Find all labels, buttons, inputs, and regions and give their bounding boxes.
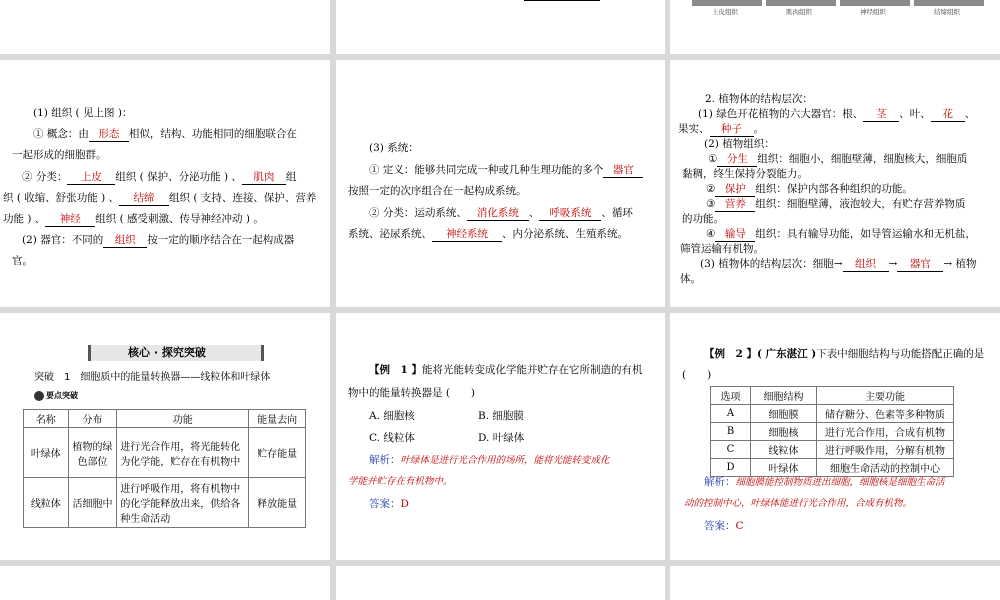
- cell: 释放能量: [249, 478, 306, 528]
- cell: 储存糖分、色素等多种物质: [817, 405, 954, 423]
- explanation-label: 解析：: [369, 454, 401, 466]
- blank-form: 形态: [89, 127, 129, 142]
- table-row: [711, 441, 954, 459]
- plant-hierarchy-line: [700, 257, 976, 272]
- text: 组织：细胞壁薄，液泡较大，有贮存营养物质: [755, 198, 966, 210]
- cell: 进行呼吸作用，分解有机物: [817, 441, 954, 459]
- blank-digestive: 消化系统: [467, 206, 529, 221]
- cell: A: [711, 405, 751, 423]
- text: (3) 植物体的结构层次：细胞→: [700, 258, 843, 270]
- structure-function-table: [710, 386, 954, 477]
- text: 细胞膜能控制物质进出细胞，细胞核是细胞生命活: [735, 477, 945, 488]
- system-heading: (3) 系统：: [369, 142, 419, 154]
- cell: 叶绿体: [24, 428, 69, 478]
- explanation-label: 解析：: [704, 476, 736, 488]
- header-cell: 名称: [24, 410, 69, 428]
- text: 组织：细胞小，细胞壁薄，细胞核大，细胞质: [757, 153, 968, 165]
- text: →: [888, 258, 898, 270]
- slide-top-right: [670, 0, 1000, 54]
- text: ④: [706, 228, 716, 240]
- meristem-line: [708, 152, 967, 167]
- blank-hier-organ: 器官: [897, 257, 943, 272]
- meristem-cont: 黏稠，终生保持分裂能力。: [682, 168, 808, 180]
- tissue-class-line: [22, 170, 296, 185]
- blank-connective: 结缔: [119, 191, 169, 206]
- explanation-1: [369, 453, 610, 468]
- option-d: D. 叶绿体: [478, 432, 525, 444]
- blank-tissue: 组织: [103, 233, 147, 248]
- system-definition: [369, 163, 643, 178]
- cell: 线粒体: [24, 478, 69, 528]
- cell: 叶绿体: [751, 459, 817, 477]
- slide-example-2: [670, 313, 1000, 560]
- organ-line: [22, 233, 294, 248]
- text: 组织 ( 支持、连接、保护、营养: [169, 192, 317, 204]
- option-b: B. 细胞膜: [478, 410, 524, 422]
- header-cell: 分布: [68, 410, 117, 428]
- slide-bottom-left: [0, 566, 330, 600]
- explanation-2: [704, 475, 945, 490]
- key-points-tag: 要点突破: [46, 391, 78, 400]
- system-definition-cont: 按照一定的次序组合在一起构成系统。: [348, 185, 527, 197]
- text: 组织：具有输导功能，如导管运输水和无机盐，: [755, 228, 976, 240]
- cell: 线粒体: [751, 441, 817, 459]
- text: 、循环: [601, 207, 633, 219]
- blank-nerve: 神经: [45, 212, 95, 227]
- conducting-cont: 筛管运输有机物。: [680, 243, 764, 255]
- tissue-image-muscle: [766, 0, 836, 6]
- tissue-heading: (1) 组织 ( 见上图 )：: [33, 107, 133, 119]
- text: ②: [706, 183, 716, 195]
- cell: D: [711, 459, 751, 477]
- text: 组织 ( 保护、分泌功能 ) 、: [115, 171, 242, 183]
- text: 相似，结构、功能相同的细胞联合在: [128, 128, 297, 140]
- header-cell: 选项: [711, 387, 751, 405]
- text: 、叶、: [899, 108, 931, 120]
- text: ①: [708, 153, 718, 165]
- breakthrough-subtitle: 突破 1 细胞质中的能量转换器——线粒体和叶绿体: [34, 372, 271, 383]
- text: ③: [706, 198, 716, 210]
- cell: 进行光合作用，将光能转化为化学能，贮存在有机物中: [117, 428, 249, 478]
- question-source: ( 广东湛江 ): [756, 348, 817, 360]
- blank-meristem: 分生: [717, 152, 757, 167]
- example-label: 【例 1 】: [369, 364, 422, 376]
- protective-line: [706, 182, 913, 197]
- nutritive-cont: 的功能。: [682, 213, 724, 225]
- table-header: [711, 387, 954, 405]
- example-2-question-cont: ( ): [682, 369, 712, 381]
- answer-1: [369, 497, 409, 511]
- cell: 细胞核: [751, 423, 817, 441]
- answer-value: D: [400, 498, 409, 510]
- plant-tissue-heading: (2) 植物组织：: [704, 138, 775, 150]
- table-row: [24, 478, 306, 528]
- system-class-line2: [348, 227, 628, 242]
- blank-muscle: 肌肉: [242, 170, 286, 185]
- slide-top-left: [0, 0, 330, 54]
- text: 织 ( 收缩、舒张功能 ) 、: [3, 192, 120, 204]
- tissue-image-nerve: [840, 0, 910, 6]
- text: 叶绿体是进行光合作用的场所，能将光能转变成化: [400, 455, 610, 466]
- blank-epithelial: 上皮: [67, 170, 115, 185]
- plant-hierarchy-cont: 体。: [680, 273, 701, 285]
- blank-organ: 器官: [603, 163, 643, 178]
- cell: C: [711, 441, 751, 459]
- slide-core-breakthrough: [0, 313, 330, 560]
- text: ② 分类：: [22, 171, 68, 183]
- tag-icon: [34, 391, 44, 401]
- caption-nerve: 神经组织: [860, 8, 886, 16]
- text: (2) 器官：不同的: [22, 234, 104, 246]
- answer-label: 答案：: [704, 520, 736, 532]
- caption-muscle: 肌肉组织: [786, 8, 812, 16]
- underline-fragment: [524, 0, 600, 1]
- tissue-image-connective: [914, 0, 984, 6]
- table-row: [711, 423, 954, 441]
- explanation-2-cont: 动的控制中心，叶绿体能进行光合作用，合成有机物。: [684, 498, 913, 509]
- text: 果实、: [678, 123, 710, 135]
- tissue-class-line2: [3, 191, 316, 206]
- example-1-question: [369, 363, 642, 377]
- header-cell: 细胞结构: [751, 387, 817, 405]
- slide-bottom-right: [670, 566, 1000, 600]
- header-cell: 能量去向: [249, 410, 306, 428]
- slide-tissues: [0, 60, 330, 307]
- cell: 植物的绿色部位: [68, 428, 117, 478]
- text: 组织 ( 感受刺激、传导神经冲动 ) 。: [95, 213, 264, 225]
- slide-plant-structure: [670, 60, 1000, 307]
- text: 组: [285, 171, 297, 183]
- table-row: [711, 405, 954, 423]
- table-row: [24, 428, 306, 478]
- example-label: 【例 2 】: [704, 348, 757, 360]
- cell: 细胞生命活动的控制中心: [817, 459, 954, 477]
- tissue-class-line3: [3, 212, 264, 227]
- slide-top-middle: [336, 0, 665, 54]
- blank-hier-tissue: 组织: [843, 257, 889, 272]
- explanation-1-cont: 学能并贮存在有机物中。: [348, 476, 453, 487]
- caption-connective: 结缔组织: [934, 8, 960, 16]
- cell: 进行光合作用，合成有机物: [817, 423, 954, 441]
- example-1-question-cont: 物中的能量转换器是 ( ): [348, 387, 476, 399]
- organ-line-cont: 官。: [12, 255, 33, 267]
- answer-label: 答案：: [369, 498, 401, 510]
- option-c: C. 线粒体: [369, 432, 415, 444]
- table-header: [24, 410, 306, 428]
- text: ② 分类：运动系统、: [369, 207, 467, 219]
- blank-nutritive: 营养: [715, 197, 755, 212]
- example-2-question: [704, 347, 984, 361]
- conducting-line: [706, 227, 976, 242]
- text: 能将光能转变成化学能并贮存在它所制造的有机: [421, 364, 643, 376]
- nutritive-line: [706, 197, 965, 212]
- cell: 细胞膜: [751, 405, 817, 423]
- tissue-image-epithelial: [692, 0, 762, 6]
- table-row: [711, 459, 954, 477]
- organelle-table: [23, 409, 306, 528]
- text: 组织：保护内部各种组织的功能。: [755, 183, 913, 195]
- blank-flower: 花: [931, 107, 965, 122]
- plant-organs-line: [698, 107, 975, 122]
- text: ① 定义：能够共同完成一种或几种生理功能的多个: [369, 164, 604, 176]
- slide-bottom-middle: [336, 566, 665, 600]
- text: (1) 绿色开花植物的六大器官：根、: [698, 108, 864, 120]
- section-banner-title: 核心 · 探究突破: [128, 346, 206, 359]
- text: 、内分泌系统、生殖系统。: [502, 228, 628, 240]
- cell: 活细胞中: [68, 478, 117, 528]
- text: 功能 ) 、: [3, 213, 46, 225]
- plant-heading: 2. 植物体的结构层次：: [705, 93, 813, 105]
- caption-epithelial: 上皮组织: [712, 8, 738, 16]
- tissue-concept-cont: 一起形成的细胞群。: [12, 149, 107, 161]
- text: 、: [528, 207, 540, 219]
- cell: 进行呼吸作用，将有机物中的化学能释放出来，供给各种生命活动: [117, 478, 249, 528]
- header-cell: 功能: [117, 410, 249, 428]
- cell: B: [711, 423, 751, 441]
- text: 、: [964, 108, 976, 120]
- plant-organs-cont: [678, 122, 764, 137]
- blank-conducting: 输导: [715, 227, 755, 242]
- text: 按一定的顺序结合在一起构成器: [147, 234, 295, 246]
- header-cell: 主要功能: [817, 387, 954, 405]
- text: 系统、泌尿系统、: [348, 228, 432, 240]
- answer-2: [704, 519, 744, 533]
- text: 下表中细胞结构与功能搭配正确的是: [816, 348, 985, 360]
- blank-nervous: 神经系统: [432, 227, 502, 242]
- blank-respiratory: 呼吸系统: [539, 206, 601, 221]
- blank-stem: 茎: [863, 107, 899, 122]
- blank-protective: 保护: [715, 182, 755, 197]
- text: 。: [753, 123, 764, 135]
- blank-seed: 种子: [710, 122, 754, 137]
- tissue-concept-line: [33, 127, 297, 142]
- cell: 贮存能量: [249, 428, 306, 478]
- answer-value: C: [735, 520, 744, 532]
- text: → 植物: [943, 258, 977, 270]
- slide-example-1: [336, 313, 665, 560]
- text: ① 概念：由: [33, 128, 89, 140]
- slide-systems: [336, 60, 665, 307]
- option-a: A. 细胞核: [369, 410, 415, 422]
- system-class-line: [369, 206, 633, 221]
